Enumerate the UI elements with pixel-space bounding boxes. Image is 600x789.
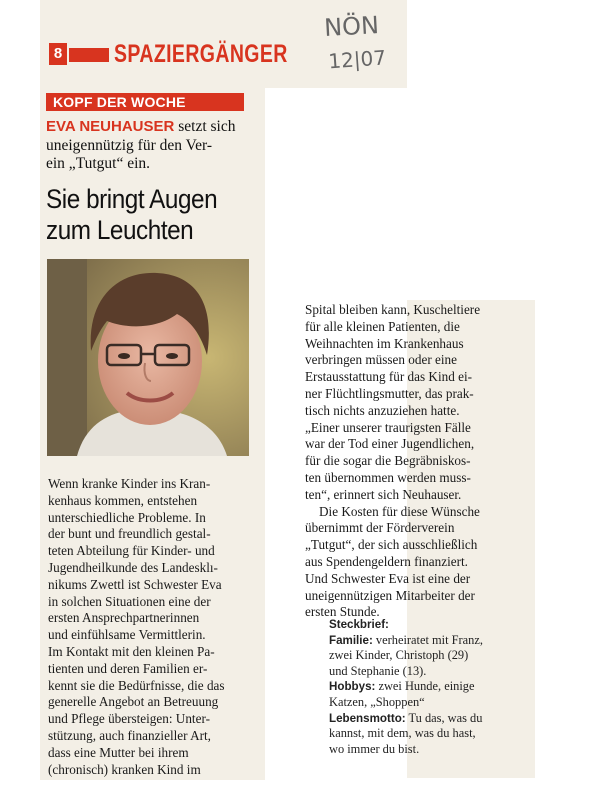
col2-line: Spital bleiben kann, Kuscheltiere <box>305 302 481 317</box>
headline-line-1: Sie bringt Augen <box>46 184 218 214</box>
col1-line: (chronisch) kranken Kind im <box>48 761 201 777</box>
col2-line: uneigennützigen Mitarbeiter der <box>305 587 475 603</box>
col2-line: ten“, erinnert sich Neuhauser. <box>305 486 462 502</box>
col1-line: kennt sie die Bedürfnisse, die das <box>48 677 225 693</box>
intro-text <box>46 118 264 174</box>
handwritten-date: 12|07 <box>327 45 387 74</box>
motto-line: kannst, mit dem, was du hast, <box>329 726 476 741</box>
col2-line: verbringen müssen oder eine <box>305 352 457 368</box>
hobbys-line: zwei Hunde, einige <box>378 679 475 694</box>
col1-line: unterschiedliche Probleme. In <box>48 509 206 525</box>
col2-line: ersten Stunde. <box>305 604 380 620</box>
headline <box>46 184 244 246</box>
col1-line: Im Kontakt mit den kleinen Pa- <box>48 643 215 659</box>
motto-line: Tu das, was du <box>408 710 483 725</box>
col1-line: Jugendheilkunde des Landesklı- <box>48 559 218 575</box>
col2-line: „Tutgut“, der sich ausschließlich <box>305 537 478 553</box>
col1-line: und Pflege übersteigen: Unter- <box>48 711 210 727</box>
page-number: 8 <box>49 43 67 65</box>
intro-line-2: uneigennützig für den Ver- <box>46 136 212 154</box>
handwritten-note <box>322 4 400 76</box>
col2-line: für alle kleinen Patienten, die <box>305 318 460 334</box>
person-name: EVA NEUHAUSER <box>46 118 175 135</box>
col1-line: generelle Angebot an Betreuung <box>48 694 219 710</box>
handwritten-source: NÖN <box>323 11 380 42</box>
col2-line: Und Schwester Eva ist eine der <box>305 570 471 586</box>
section-title: SPAZIERGÄNGER <box>114 40 288 68</box>
col1-line: stützung, auch finanzieller Art, <box>48 727 211 743</box>
familie-line: verheiratet mit Franz, <box>375 632 483 647</box>
rubric-bar <box>69 48 109 62</box>
col2-line: Weihnachten im Krankenhaus <box>305 335 464 351</box>
article-column-2 <box>305 302 521 621</box>
familie-label: Familie: <box>329 633 373 647</box>
col1-line: und einfühlsame Vermittlerin. <box>48 627 206 643</box>
steckbrief-box <box>329 617 519 757</box>
col1-line: tienten und deren Familien er- <box>48 660 208 676</box>
col2-line: übernimmt der Förderverein <box>305 520 455 536</box>
motto-line: wo immer du bist. <box>329 741 420 756</box>
hobbys-line: Katzen, „Shoppen“ <box>329 694 425 709</box>
motto-label: Lebensmotto: <box>329 711 406 725</box>
col1-line: kenhaus kommen, entstehen <box>48 492 198 508</box>
familie-line: zwei Kinder, Christoph (29) <box>329 648 469 663</box>
intro-line-3: ein „Tutgut“ ein. <box>46 155 151 172</box>
headline-line-2: zum Leuchten <box>46 215 194 245</box>
col2-line: ten übernommen werden muss- <box>305 469 471 485</box>
col2-line: ner Flüchtlingsmutter, das prak- <box>305 385 474 401</box>
col1-line: ersten Ansprechpartnerinnen <box>48 610 200 626</box>
intro-line-1: setzt sich <box>178 118 236 135</box>
col2-line: für die sogar die Begräbniskos- <box>305 453 471 469</box>
col1-line: Wenn kranke Kinder ins Kran- <box>48 476 211 491</box>
col2-line: tisch nichts anzuziehen hatte. <box>305 402 460 418</box>
col2-line: Erstausstattung für das Kind ei- <box>305 369 473 385</box>
col1-line: teten Abteilung für Kinder- und <box>48 543 215 559</box>
kicker-label: KOPF DER WOCHE <box>46 93 244 111</box>
col1-line: nikums Zwettl ist Schwester Eva <box>48 576 222 592</box>
col2-line: Die Kosten für diese Wünsche <box>319 503 480 519</box>
col1-line: dass eine Mutter bei ihrem <box>48 744 189 760</box>
familie-line: und Stephanie (13). <box>329 663 427 678</box>
col1-line: der bunt und freundlich gestal- <box>48 526 211 542</box>
col2-line: war der Tod einer Jugendlichen, <box>305 436 475 452</box>
col2-line: aus Spendengeldern finanziert. <box>305 553 468 569</box>
article-column-1 <box>48 476 251 778</box>
steckbrief-title: Steckbrief: <box>329 618 389 631</box>
col2-line: „Einer unserer traurigsten Fälle <box>305 419 471 435</box>
portrait-photo <box>47 259 249 456</box>
col1-line: in solchen Situationen eine der <box>48 593 211 609</box>
hobbys-label: Hobbys: <box>329 680 376 694</box>
